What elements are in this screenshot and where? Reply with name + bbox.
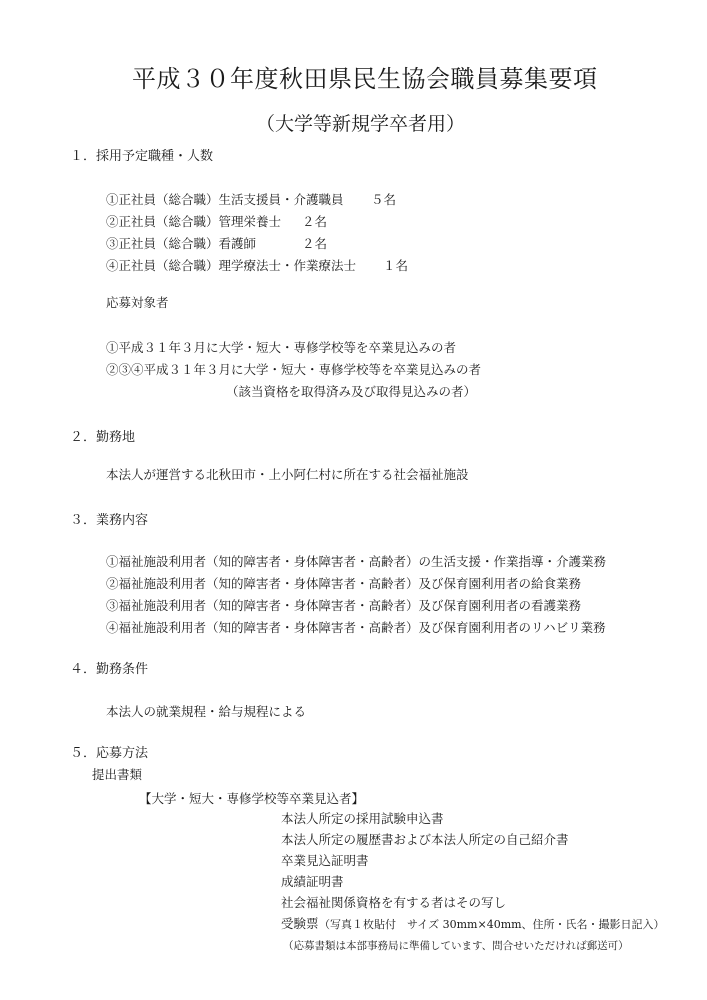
application-footer-note: （応募書類は本部事務局に準備しています、問合せいただければ郵送可） [283,940,629,952]
required-document: 成績証明書 [281,874,344,889]
duty-item: ④福祉施設利用者（知的障害者・身体障害者・高齢者）及び保育園利用者のリハビリ業務 [106,620,606,635]
exam-ticket-label: 受験票 [281,916,319,931]
position-count: １名 [383,258,409,273]
required-document: 本法人所定の採用試験申込書 [281,811,444,826]
position-label: ②正社員（総合職）管理栄養士 [106,214,282,229]
required-document: 社会福祉関係資格を有する者はその写し [281,895,507,910]
duty-item: ③福祉施設利用者（知的障害者・身体障害者・高齢者）及び保育園利用者の看護業務 [106,598,582,613]
eligibility-item: ①平成３１年３月に大学・短大・専修学校等を卒業見込みの者 [106,340,457,355]
section-2-heading: ２．勤務地 [70,430,136,445]
duty-item: ②福祉施設利用者（知的障害者・身体障害者・高齢者）及び保育園利用者の給食業務 [106,576,582,591]
work-conditions-text: 本法人の就業規程・給与規程による [106,704,307,719]
document-subtitle: （大学等新規学卒者用） [256,113,466,135]
applicant-group-label: 【大学・短大・専修学校等卒業見込者】 [139,791,365,806]
work-location-text: 本法人が運営する北秋田市・上小阿仁村に所在する社会福祉施設 [106,467,469,482]
position-label: ①正社員（総合職）生活支援員・介護職員 [106,192,344,207]
position-label: ③正社員（総合職）看護師 [106,236,257,251]
section-5-heading: ５．応募方法 [70,746,149,761]
position-count: ５名 [371,192,397,207]
position-count: ２名 [302,214,328,229]
duty-item: ①福祉施設利用者（知的障害者・身体障害者・高齢者）の生活支援・作業指導・介護業務 [106,554,607,569]
section-4-heading: ４．勤務条件 [70,662,149,677]
eligibility-note: （該当資格を取得済み及び取得見込みの者） [226,384,477,399]
section-3-heading: ３．業務内容 [70,513,149,528]
eligibility-heading: 応募対象者 [106,295,169,310]
section-1-heading: １．採用予定職種・人数 [70,149,214,164]
required-document: 卒業見込証明書 [281,853,369,868]
position-count: ２名 [302,236,328,251]
document-title: 平成３０年度秋田県民生協会職員募集要項 [132,65,598,93]
eligibility-item: ②③④平成３１年３月に大学・短大・専修学校等を卒業見込みの者 [106,362,482,377]
submission-docs-heading: 提出書類 [92,767,143,782]
exam-ticket-note: （写真１枚貼付 サイズ 30mm×40mm、住所・氏名・撮影日記入） [319,918,665,931]
required-document: 本法人所定の履歴書および本法人所定の自己紹介書 [281,832,569,847]
position-label: ④正社員（総合職）理学療法士・作業療法士 [106,258,357,273]
